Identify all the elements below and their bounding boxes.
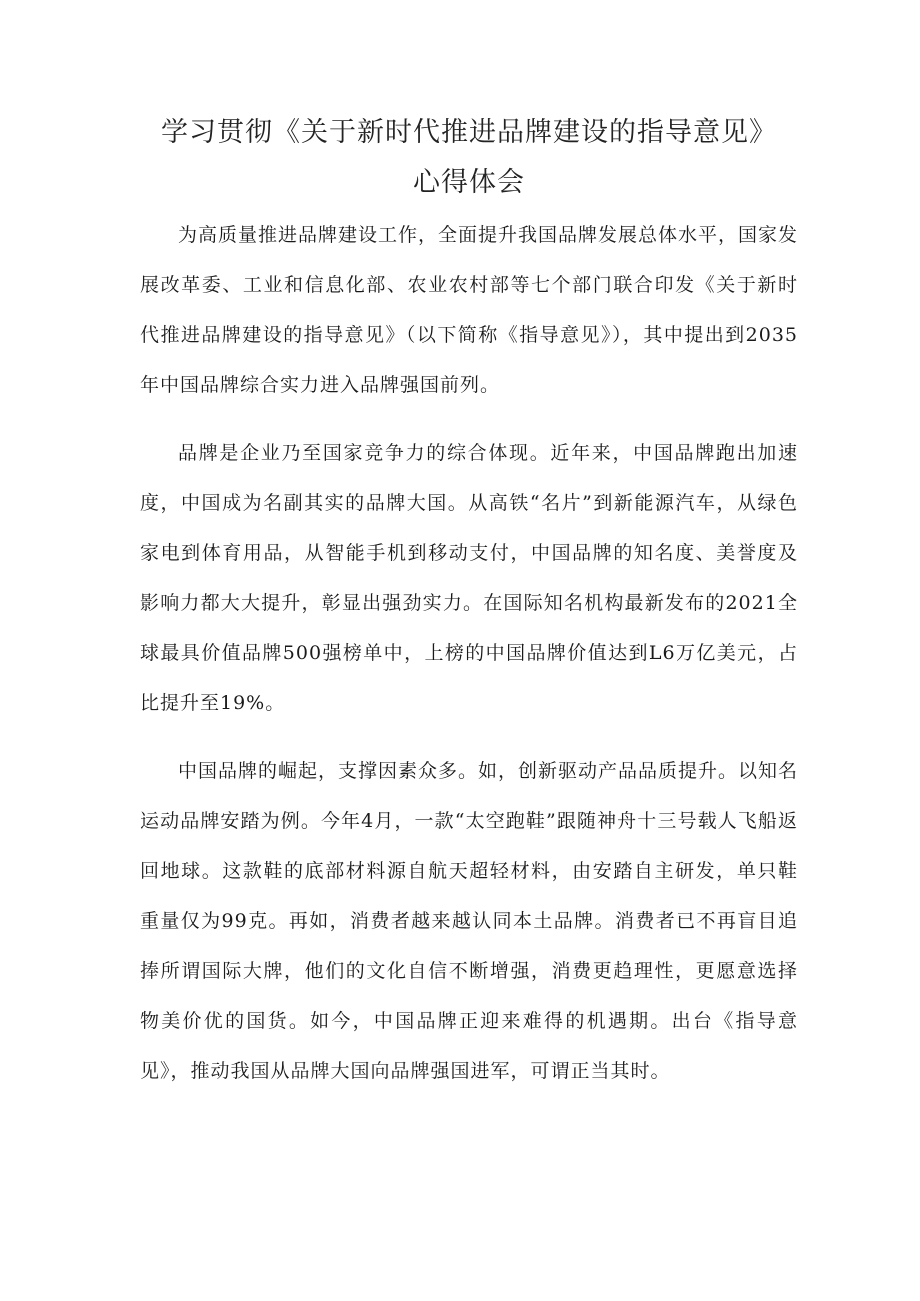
paragraph-2: 品牌是企业乃至国家竞争力的综合体现。近年来，中国品牌跑出加速度，中国成为名副其实的品牌大国。从高铁“名片”到新能源汽车，从绿色家电到体育用品，从智能手机到移动支付，中国品牌的知名度、美誉度及影响力都大大提升，彰显出强劲实力。在国际知名机构最新发布的2021全球最具价值品牌500强榜单中，上榜的中国品牌价值达到L6万亿美元，占比提升至19%。 [140,442,798,714]
paragraph-3: 中国品牌的崛起，支撑因素众多。如，创新驱动产品品质提升。以知名运动品牌安踏为例。今年4月，一款“太空跑鞋”跟随神舟十三号载人飞船返回地球。这款鞋的底部材料源自航天超轻材料，由安踏自主研发，单只鞋重量仅为99克。再如，消费者越来越认同本土品牌。消费者已不再盲目追捧所谓国际大牌，他们的文化自信不断增强，消费更趋理性，更愿意选择物美价优的国货。如今，中国品牌正迎来难得的机遇期。出台《指导意见》，推动我国从品牌大国向品牌强国进军，可谓正当其时。 [140,760,799,1082]
document-body [140,210,798,1096]
title-line-1: 学习贯彻《关于新时代推进品牌建设的指导意见》 [161,117,777,148]
document-title [140,108,798,208]
title-line-2: 心得体会 [413,167,525,198]
paragraph-1: 为高质量推进品牌建设工作，全面提升我国品牌发展总体水平，国家发展改革委、工业和信息化部、农业农村部等七个部门联合印发《关于新时代推进品牌建设的指导意见》（以下简称《指导意见》），其中提出到2035年中国品牌综合实力进入品牌强国前列。 [140,224,799,396]
